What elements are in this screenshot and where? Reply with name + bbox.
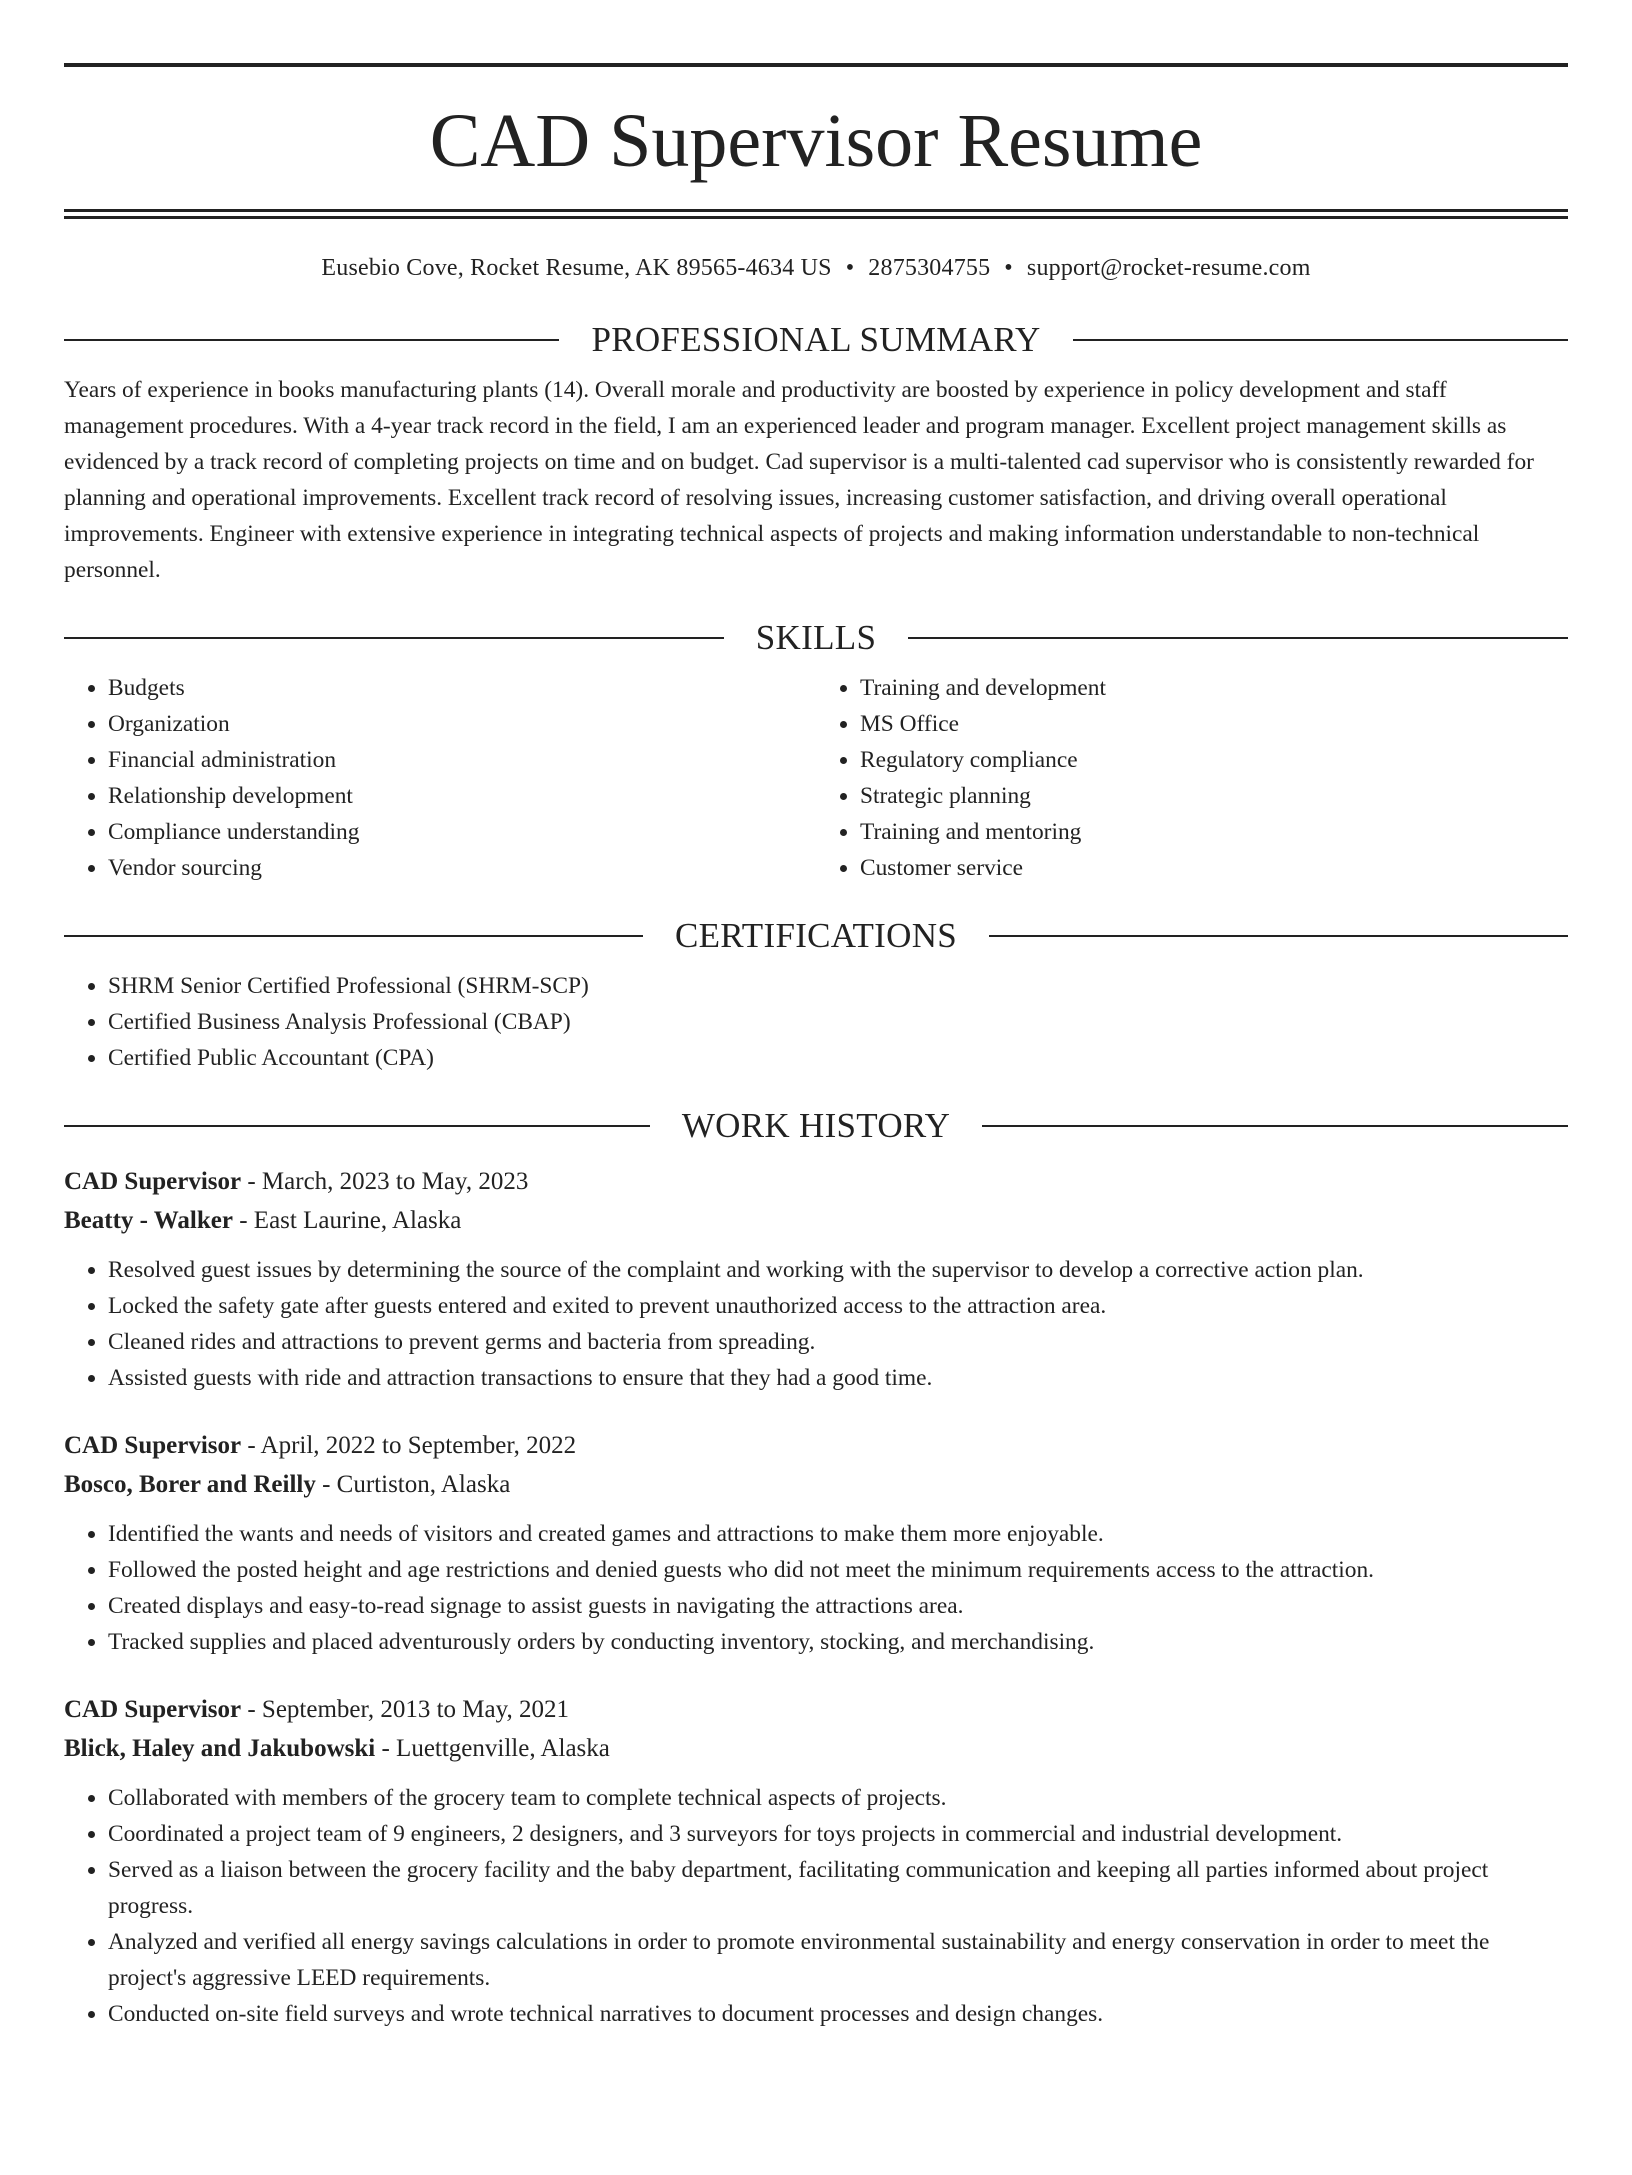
contact-separator: • <box>845 255 855 281</box>
job-company-line <box>64 1201 1568 1240</box>
job-bullet: • Tracked supplies and placed adventurously orders by conducting inventory, stocking, and merchandising. <box>108 1624 1568 1660</box>
skill-item: • Training and mentoring <box>860 814 1568 850</box>
job-bullet: • Followed the posted height and age restrictions and denied guests who did not meet the minimum requirements access to the attraction. <box>108 1552 1568 1588</box>
job-bullets <box>64 1516 1568 1660</box>
job-company-line <box>64 1465 1568 1504</box>
contact-line <box>64 255 1568 282</box>
job-bullet: • Locked the safety gate after guests entered and exited to prevent unauthorized access to the attraction area. <box>108 1288 1568 1324</box>
job-location: - Curtiston, Alaska <box>315 1471 511 1498</box>
skill-item: • Budgets <box>108 670 816 706</box>
job-bullet: • Conducted on-site field surveys and wrote technical narratives to document processes and design changes. <box>108 1996 1568 2032</box>
work-history-heading <box>64 1106 1568 1146</box>
skill-item: • Organization <box>108 706 816 742</box>
contact-address: Eusebio Cove, Rocket Resume, AK 89565-4634 US <box>321 255 832 281</box>
skill-item: • Strategic planning <box>860 778 1568 814</box>
job-entry <box>64 1690 1568 2032</box>
certifications-heading-label: CERTIFICATIONS <box>674 916 958 955</box>
contact-email: support@rocket-resume.com <box>1026 255 1311 281</box>
job-entry <box>64 1162 1568 1396</box>
skills-list-left <box>64 670 816 886</box>
job-bullet: • Analyzed and verified all energy savings calculations in order to promote environmental sustainability and energy conservation in order to meet the project's aggressive LEED requirements. <box>108 1924 1568 1996</box>
job-bullet: • Identified the wants and needs of visitors and created games and attractions to make them more enjoyable. <box>108 1516 1568 1552</box>
certifications-list <box>64 968 1568 1076</box>
job-location: - Luettgenville, Alaska <box>375 1735 610 1762</box>
job-bullet: • Served as a liaison between the grocery facility and the baby department, facilitating communication and keeping all parties informed about project progress. <box>108 1852 1568 1924</box>
skill-item: • MS Office <box>860 706 1568 742</box>
job-bullets <box>64 1780 1568 2032</box>
skill-item: • Regulatory compliance <box>860 742 1568 778</box>
skills-heading-label: SKILLS <box>755 618 877 657</box>
skill-item: • Compliance understanding <box>108 814 816 850</box>
resume-page <box>0 63 1632 2175</box>
job-company: Beatty - Walker <box>64 1207 233 1234</box>
job-dates: - September, 2013 to May, 2021 <box>241 1696 569 1723</box>
title-double-rule <box>64 209 1568 219</box>
skill-item: • Training and development <box>860 670 1568 706</box>
work-history-heading-label: WORK HISTORY <box>681 1106 951 1145</box>
job-company: Bosco, Borer and Reilly <box>64 1471 316 1498</box>
job-entry <box>64 1426 1568 1660</box>
job-title-line <box>64 1690 1568 1729</box>
job-bullet: • Collaborated with members of the grocery team to complete technical aspects of projects. <box>108 1780 1568 1816</box>
job-bullet: • Assisted guests with ride and attraction transactions to ensure that they had a good time. <box>108 1360 1568 1396</box>
job-title-line <box>64 1162 1568 1201</box>
skill-item: • Vendor sourcing <box>108 850 816 886</box>
job-bullet: • Created displays and easy-to-read signage to assist guests in navigating the attractions area. <box>108 1588 1568 1624</box>
summary-text: Years of experience in books manufacturing plants (14). Overall morale and productivity are boosted by experience in policy development and staff management procedures. With a 4-year track record in the field, I am an experienced leader and program manager. Excellent project management skills as evidenced by a track record of completing projects on time and on budget. Cad supervisor is a multi-talented cad supervisor who is consistently rewarded for planning and operational improvements. Excellent track record of resolving issues, increasing customer satisfaction, and driving overall operational improvements. Engineer with extensive experience in integrating technical aspects of projects and making information understandable to non-technical personnel. <box>64 377 1534 583</box>
skill-item: • Customer service <box>860 850 1568 886</box>
job-bullet: • Resolved guest issues by determining the source of the complaint and working with the supervisor to develop a corrective action plan. <box>108 1252 1568 1288</box>
job-dates: - April, 2022 to September, 2022 <box>241 1432 577 1459</box>
summary-heading <box>64 320 1568 360</box>
certifications-heading <box>64 916 1568 956</box>
certification-item: • SHRM Senior Certified Professional (SHRM-SCP) <box>108 968 1568 1004</box>
job-title-line <box>64 1426 1568 1465</box>
job-title: CAD Supervisor <box>64 1696 242 1723</box>
skill-item: • Financial administration <box>108 742 816 778</box>
job-company: Blick, Haley and Jakubowski <box>64 1735 376 1762</box>
job-location: - East Laurine, Alaska <box>232 1207 462 1234</box>
skills-columns <box>64 670 1568 886</box>
skill-item: • Relationship development <box>108 778 816 814</box>
skills-list-right <box>816 670 1568 886</box>
job-bullet: • Cleaned rides and attractions to prevent germs and bacteria from spreading. <box>108 1324 1568 1360</box>
job-title: CAD Supervisor <box>64 1168 242 1195</box>
contact-phone: 2875304755 <box>868 255 991 281</box>
summary-heading-label: PROFESSIONAL SUMMARY <box>591 320 1041 359</box>
certification-item: • Certified Business Analysis Professional (CBAP) <box>108 1004 1568 1040</box>
job-dates: - March, 2023 to May, 2023 <box>241 1168 529 1195</box>
certification-item: • Certified Public Accountant (CPA) <box>108 1040 1568 1076</box>
job-bullets <box>64 1252 1568 1396</box>
job-company-line <box>64 1729 1568 1768</box>
job-bullet: • Coordinated a project team of 9 engineers, 2 designers, and 3 surveyors for toys projects in commercial and industrial development. <box>108 1816 1568 1852</box>
resume-title: CAD Supervisor Resume <box>429 99 1203 183</box>
top-rule <box>64 63 1568 67</box>
skills-heading <box>64 618 1568 658</box>
job-title: CAD Supervisor <box>64 1432 242 1459</box>
contact-separator: • <box>1004 255 1013 281</box>
